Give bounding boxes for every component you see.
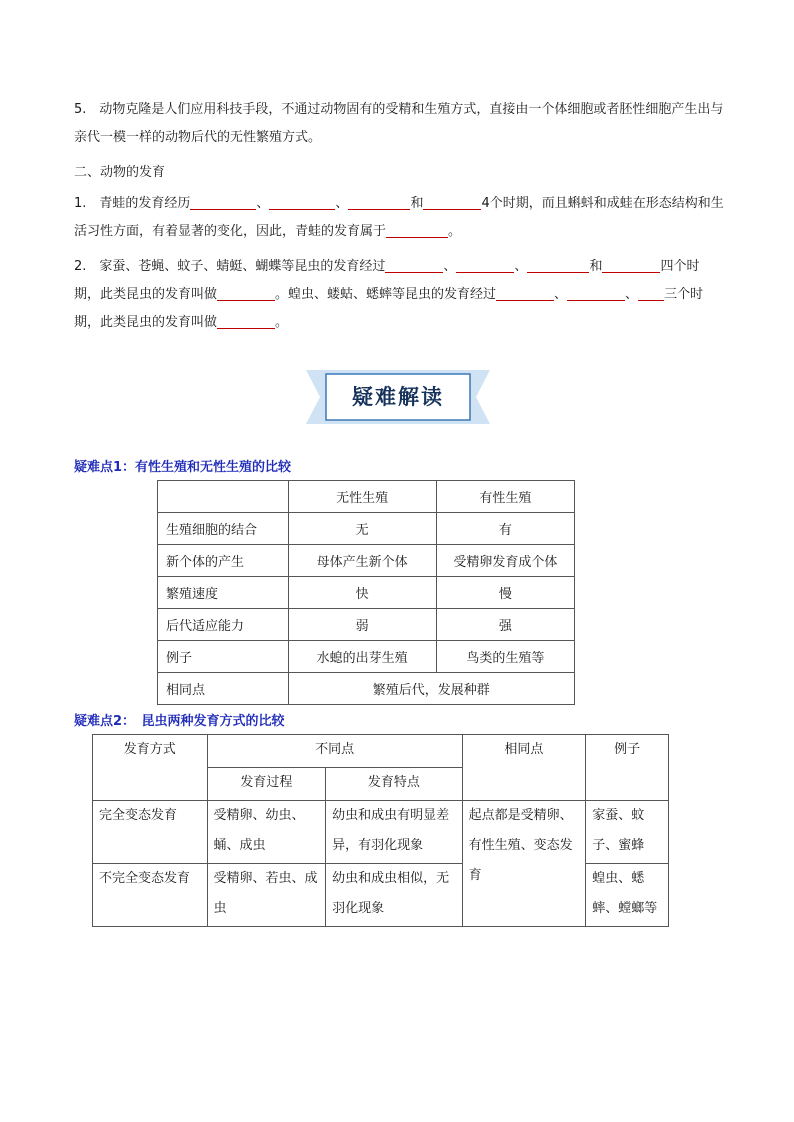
fill-blank[interactable]	[496, 286, 554, 301]
table-cell: 强	[436, 609, 574, 641]
table-cell: 生殖细胞的结合	[158, 513, 289, 545]
table-cell: 新个体的产生	[158, 545, 289, 577]
table-header-cell: 有性生殖	[436, 481, 574, 513]
table-cell: 完全变态发育	[93, 801, 208, 864]
item-1-paragraph: 1. 青蛙的发育经历 、 、 和 4个时期，而且蝌蚪和成蛙在形态结构和生活习性方面，有着显著的变化，因此，青蛙的发育属于 。	[74, 196, 724, 239]
banner-title: 疑难解读	[352, 385, 444, 409]
table-cell: 水螅的出芽生殖	[288, 641, 436, 673]
table-header-cell: 相同点	[462, 735, 586, 801]
table-header-cell: 例子	[586, 735, 669, 801]
table-row	[158, 513, 575, 545]
table-cell: 鸟类的生殖等	[436, 641, 574, 673]
table-row	[158, 609, 575, 641]
table-cell: 受精卵、若虫、成虫	[207, 864, 326, 927]
table-cell: 快	[288, 577, 436, 609]
fill-blank[interactable]	[386, 223, 448, 238]
fill-blank[interactable]	[217, 314, 275, 329]
table-cell: 受精卵发育成个体	[436, 545, 574, 577]
table-cell: 有	[436, 513, 574, 545]
table-row	[158, 577, 575, 609]
item-2-paragraph: 2. 家蚕、苍蝇、蚊子、蜻蜓、蝴蝶等昆虫的发育经过 、 、 和 四个时期，此类昆虫的发育叫做 。蝗虫、蝼蛄、蟋蟀等昆虫的发育经过 、 、 三个时期，此类昆虫的发育叫做 。	[74, 259, 704, 330]
fill-blank[interactable]	[638, 286, 664, 301]
table-cell: 蝗虫、蟋蟀、螳螂等	[586, 864, 669, 927]
table-header-cell: 不同点	[207, 735, 462, 768]
table-header-row	[93, 735, 669, 768]
table-cell: 例子	[158, 641, 289, 673]
fill-blank[interactable]	[348, 195, 410, 210]
table-cell	[158, 481, 289, 513]
fill-blank[interactable]	[217, 286, 275, 301]
table-row	[158, 673, 575, 705]
fill-blank[interactable]	[385, 258, 443, 273]
fill-blank[interactable]	[423, 195, 481, 210]
table-cell: 家蚕、蚊子、蜜蜂	[586, 801, 669, 864]
item-5-paragraph	[74, 96, 724, 152]
table-header-cell: 发育方式	[93, 735, 208, 801]
fill-blank[interactable]	[269, 195, 335, 210]
point-2-heading: 疑难点2： 昆虫两种发育方式的比较	[74, 714, 285, 729]
item-5-text: 5. 动物克隆是人们应用科技手段，不通过动物固有的受精和生殖方式，直接由一个体细胞或者胚性细胞产生出与亲代一模一样的动物后代的无性繁殖方式。	[74, 102, 724, 145]
reproduction-comparison-table	[157, 480, 575, 705]
table-cell: 幼虫和成虫有明显差异，有羽化现象	[326, 801, 463, 864]
table-header-cell: 发育特点	[326, 768, 463, 801]
fill-blank[interactable]	[456, 258, 514, 273]
table-header-row	[158, 481, 575, 513]
table-cell: 母体产生新个体	[288, 545, 436, 577]
table-row	[158, 545, 575, 577]
section-banner	[306, 366, 490, 428]
table-header-cell: 发育过程	[207, 768, 326, 801]
table-row	[93, 801, 669, 864]
table-cell: 弱	[288, 609, 436, 641]
table-cell: 后代适应能力	[158, 609, 289, 641]
table-row	[158, 641, 575, 673]
section-heading-development: 二、动物的发育	[74, 165, 166, 180]
table-cell: 幼虫和成虫相似，无羽化现象	[326, 864, 463, 927]
table-cell: 繁殖速度	[158, 577, 289, 609]
fill-blank[interactable]	[567, 286, 625, 301]
fill-blank[interactable]	[602, 258, 660, 273]
table-cell: 相同点	[158, 673, 289, 705]
table-cell: 受精卵、幼虫、蛹、成虫	[207, 801, 326, 864]
table-cell: 起点都是受精卵、有性生殖、变态发育	[462, 801, 586, 927]
insect-development-table	[92, 734, 669, 927]
table-cell: 无	[288, 513, 436, 545]
fill-blank[interactable]	[527, 258, 589, 273]
table-cell: 不完全变态发育	[93, 864, 208, 927]
table-header-cell: 无性生殖	[288, 481, 436, 513]
table-cell: 繁殖后代，发展种群	[288, 673, 574, 705]
fill-blank[interactable]	[190, 195, 256, 210]
point-1-heading: 疑难点1：有性生殖和无性生殖的比较	[74, 460, 292, 475]
table-cell: 慢	[436, 577, 574, 609]
